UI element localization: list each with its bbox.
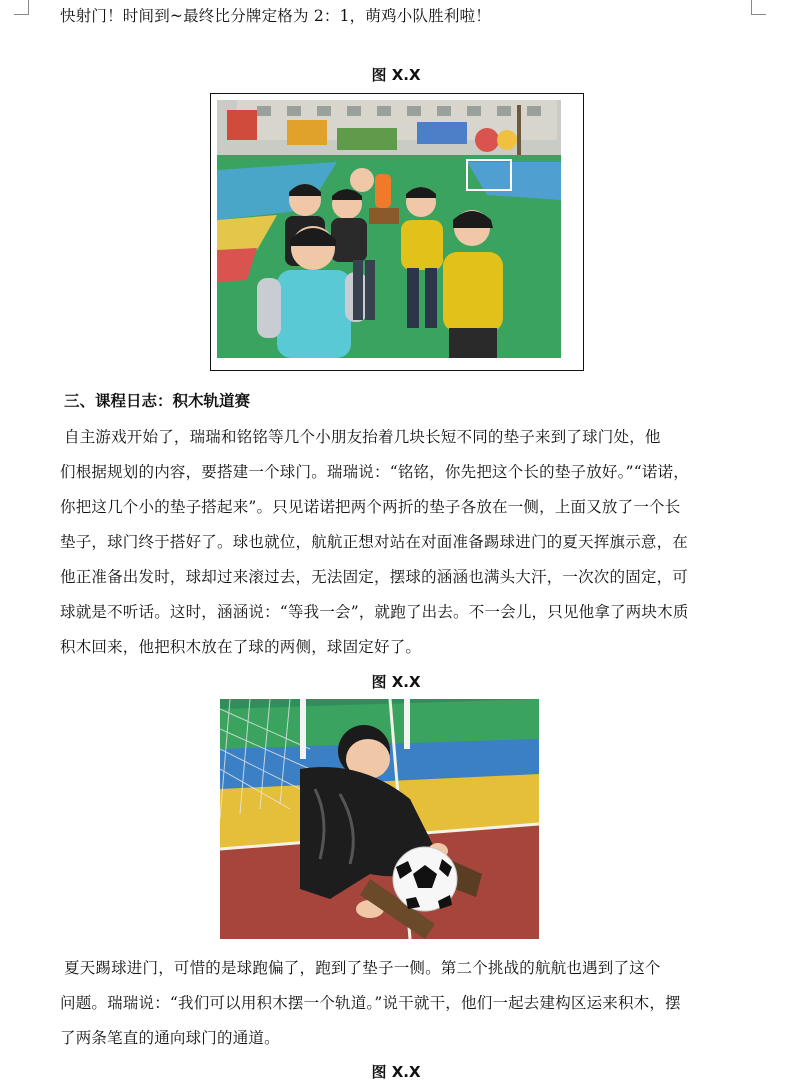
- paragraph-line: 自主游戏开始了，瑞瑞和铭铭等几个小朋友抬着几块长短不同的垫子来到了球门处，他: [64, 428, 661, 446]
- figure-caption: 图 X.X: [371, 66, 421, 84]
- paragraph-line: 积木回来，他把积木放在了球的两侧，球固定好了。: [60, 638, 422, 656]
- paragraph-line: 他正准备出发时，球却过来滚过去，无法固定，摆球的涵涵也满头大汗，一次次的固定，可: [60, 568, 689, 586]
- photo-children-with-trophy: [217, 100, 561, 358]
- figure-caption: 图 X.X: [371, 1063, 421, 1081]
- page-corner-mark: [751, 0, 766, 15]
- paragraph-line: 了两条笔直的通向球门的通道。: [60, 1029, 280, 1047]
- paragraph-line: 夏天踢球进门，可惜的是球跑偏了，跑到了垫子一侧。第二个挑战的航航也遇到了这个: [64, 959, 661, 977]
- page-corner-mark: [14, 0, 29, 15]
- paragraph-line: 们根据规划的内容，要搭建一个球门。瑞瑞说：“铭铭，你先把这个长的垫子放好。”“诺诺，: [60, 463, 689, 481]
- paragraph-line: 球就是不听话。这时，涵涵说：“等我一会”，就跑了出去。不一会儿，只见他拿了两块木质: [60, 603, 689, 621]
- photo-child-placing-blocks-by-ball: [220, 699, 539, 939]
- paragraph-line: 问题。瑞瑞说：“我们可以用积木摆一个轨道。”说干就干，他们一起去建构区运来积木，摆: [60, 994, 681, 1012]
- paragraph-line: 快射门！时间到~最终比分牌定格为 2：1，萌鸡小队胜利啦！: [60, 7, 491, 25]
- figure-caption: 图 X.X: [371, 673, 421, 691]
- paragraph-line: 垫子，球门终于搭好了。球也就位，航航正想对站在对面准备踢球进门的夏天挥旗示意，在: [60, 533, 689, 551]
- section-heading: 三、课程日志：积木轨道赛: [64, 391, 251, 410]
- paragraph-line: 你把这几个小的垫子搭起来”。只见诺诺把两个两折的垫子各放在一侧，上面又放了一个长: [60, 498, 681, 516]
